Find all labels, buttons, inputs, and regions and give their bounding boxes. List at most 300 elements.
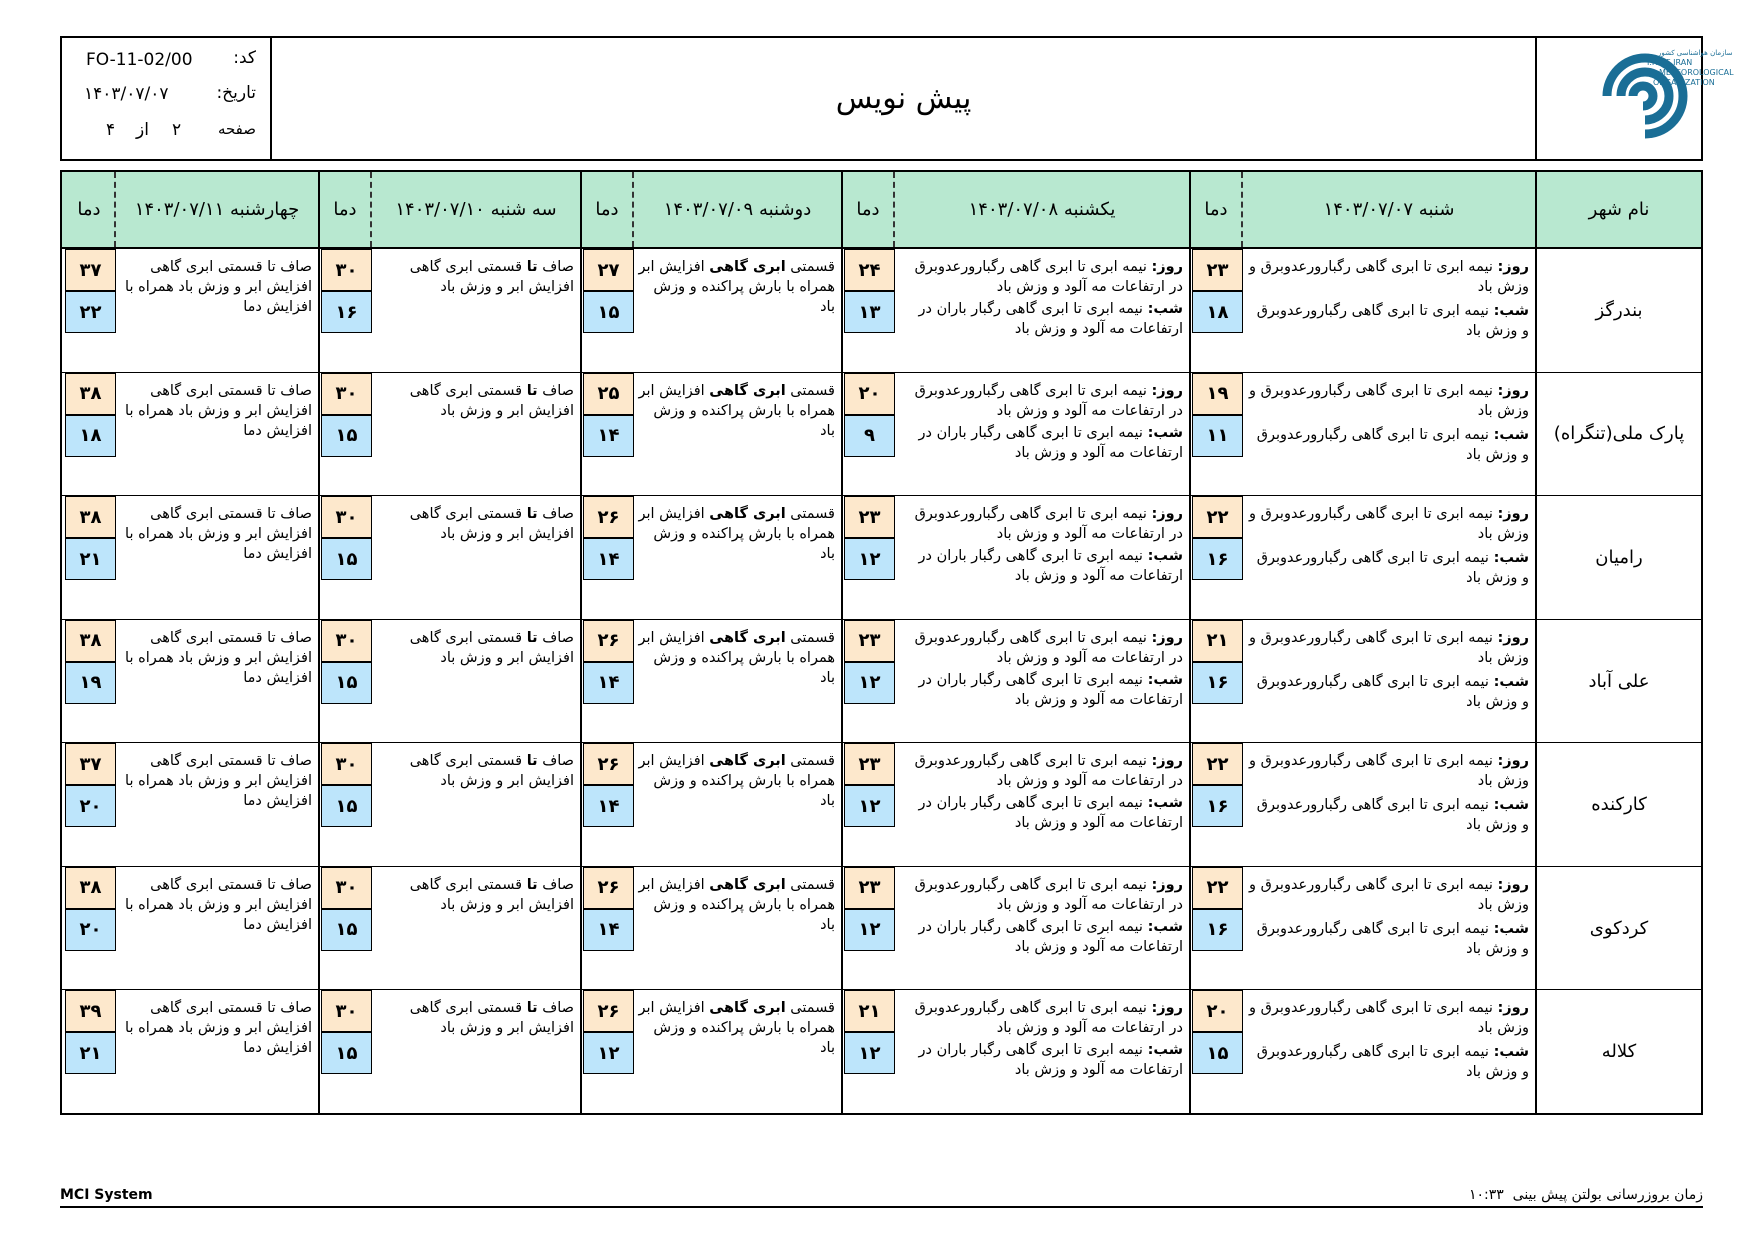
forecast-pre: قسمتی [785,259,835,275]
max-temp: ۳۸ [65,867,116,909]
day-label: روز: [1151,259,1183,275]
table-row [62,990,1701,1113]
night-label: شب: [1493,797,1529,814]
max-temp: ۳۰ [321,867,372,909]
min-temp: ۱۲ [583,1032,634,1074]
night-label: شب: [1493,673,1529,690]
date-label: تاریخ: [216,83,256,103]
forecast-description [116,496,318,619]
temp-header-4: دما [320,172,372,247]
forecast-post: قسمتی ابری گاهی افزایش ابر و وزش باد [409,876,574,913]
min-temp: ۱۶ [1192,662,1243,704]
day-cell [64,867,318,990]
night-label: شب: [1147,301,1183,317]
forecast-description [895,373,1189,496]
day-forecast: نیمه ابری تا ابری گاهی رگبارورعدوبرق در ارتفاعات مه آلود و وزش باد [914,629,1183,666]
night-forecast: نیمه ابری تا ابری گاهی رگبارورعدوبرق و وزش باد [1256,920,1529,957]
day-forecast: نیمه ابری تا ابری گاهی رگبارورعدوبرق در ارتفاعات مه آلود و وزش باد [914,382,1183,419]
forecast-bold: ابری گاهی [709,506,786,523]
forecast-text: صاف تا قسمتی ابری گاهی افزایش ابر و وزش باد همراه با افزایش دما [125,382,312,439]
max-temp: ۳۰ [321,620,372,662]
forecast-description [1243,249,1535,372]
table-body [62,249,1701,1113]
logo-text-fa: سازمان هواشناسی کشور [1658,49,1733,57]
day-label: روز: [1497,506,1529,523]
min-temp: ۱۶ [321,291,372,333]
min-temp: ۲۱ [65,538,116,580]
day-cell [64,620,318,743]
max-temp: ۳۷ [65,743,116,785]
day-forecast: نیمه ابری تا ابری گاهی رگبارورعدوبرق و وزش باد [1249,506,1529,543]
temperature-cell [320,867,372,990]
day-forecast: نیمه ابری تا ابری گاهی رگبارورعدوبرق در ارتفاعات مه آلود و وزش باد [914,506,1183,543]
temperature-cell [843,743,895,866]
day-label: روز: [1497,876,1529,893]
forecast-description [116,867,318,990]
date-value: ۱۴۰۳/۰۷/۰۷ [84,84,169,104]
temperature-cell [320,743,372,866]
forecast-description [1243,373,1535,496]
day-cell [64,249,318,372]
forecast-post: افزایش ابر همراه با بارش پراکنده و وزش باد [638,876,835,933]
night-forecast: نیمه ابری تا ابری گاهی رگبارورعدوبرق و وزش باد [1256,303,1529,339]
forecast-bold: ابری گاهی [709,629,786,646]
city-column-header: نام شهر [1535,172,1701,247]
forecast-pre: صاف [537,876,574,893]
max-temp: ۲۰ [844,373,895,415]
forecast-description [372,620,580,743]
temperature-cell [320,620,372,743]
table-row [62,867,1701,991]
min-temp: ۱۵ [583,291,634,333]
day-forecast: نیمه ابری تا ابری گاهی رگبارورعدوبرق و وزش باد [1249,753,1529,790]
forecast-description [895,496,1189,619]
min-temp: ۱۸ [65,415,116,457]
min-temp: ۱۲ [844,662,895,704]
forecast-description [1243,867,1535,990]
max-temp: ۲۱ [844,990,895,1032]
temperature-cell [582,496,634,619]
forecast-description [116,990,318,1113]
day-forecast: نیمه ابری تا ابری گاهی رگبارورعدوبرق و وزش باد [1249,259,1529,295]
min-temp: ۱۲ [844,785,895,827]
night-forecast: نیمه ابری تا ابری گاهی رگبارورعدوبرق و وزش باد [1256,673,1529,710]
forecast-pre: صاف [537,382,574,399]
forecast-text: صاف تا قسمتی ابری گاهی افزایش ابر و وزش باد همراه با افزایش دما [125,506,312,563]
max-temp: ۲۳ [844,743,895,785]
forecast-post: افزایش ابر همراه با بارش پراکنده و وزش باد [638,506,835,563]
max-temp: ۲۳ [844,867,895,909]
min-temp: ۱۵ [1192,1032,1243,1074]
temperature-cell [64,496,116,619]
forecast-post: قسمتی ابری گاهی افزایش ابر و وزش باد [409,629,574,666]
night-label: شب: [1147,1042,1183,1059]
day-label: روز: [1151,876,1183,893]
day-cell [1189,990,1535,1113]
day-forecast: نیمه ابری تا ابری گاهی رگبارورعدوبرق در ارتفاعات مه آلود و وزش باد [914,1000,1183,1037]
day-cell [64,373,318,496]
forecast-text: صاف تا قسمتی ابری گاهی افزایش ابر و وزش باد همراه با افزایش دما [125,629,312,686]
system-name: MCI System [60,1187,153,1203]
max-temp: ۲۳ [844,496,895,538]
forecast-bold: تا [526,1000,538,1017]
forecast-description [372,867,580,990]
min-temp: ۱۴ [583,662,634,704]
max-temp: ۳۰ [321,373,372,415]
forecast-bold: تا [526,876,538,893]
max-temp: ۲۳ [1192,249,1243,291]
temperature-cell [64,990,116,1113]
day-cell [1189,743,1535,866]
city-name: رامیان [1535,496,1701,619]
day-forecast: نیمه ابری تا ابری گاهی رگبارورعدوبرق و وزش باد [1249,1000,1529,1037]
max-temp: ۲۰ [1192,990,1243,1032]
min-temp: ۱۶ [1192,785,1243,827]
forecast-bold: ابری گاهی [709,259,786,275]
update-label: زمان بروزرسانی بولتن پیش بینی [1512,1187,1703,1203]
temperature-cell [1191,867,1243,990]
day-5-label: چهارشنبه ۱۴۰۳/۰۷/۱۱ [134,199,300,220]
table-row [62,249,1701,373]
max-temp: ۳۸ [65,620,116,662]
forecast-post: قسمتی ابری گاهی افزایش ابر و وزش باد [409,1000,574,1037]
forecast-pre: قسمتی [785,629,835,646]
min-temp: ۱۲ [844,909,895,951]
forecast-description [634,496,841,619]
day-cell [318,620,580,743]
max-temp: ۳۸ [65,373,116,415]
page-of: از [136,120,149,140]
forecast-bold: تا [526,259,538,275]
night-label: شب: [1147,424,1183,441]
max-temp: ۲۴ [844,249,895,291]
forecast-pre: قسمتی [785,506,835,523]
min-temp: ۲۰ [65,785,116,827]
city-name: کارکنده [1535,743,1701,866]
day-cell [841,990,1189,1113]
temperature-cell [582,249,634,372]
temperature-cell [1191,496,1243,619]
night-forecast: نیمه ابری تا ابری گاهی رگبارورعدوبرق و وزش باد [1256,426,1529,463]
day-cell [64,990,318,1113]
day-cell [64,496,318,619]
day-1-label: شنبه ۱۴۰۳/۰۷/۰۷ [1323,199,1455,220]
night-label: شب: [1147,671,1183,688]
day-cell [1189,373,1535,496]
day-label: روز: [1151,753,1183,770]
update-time: ۱۰:۳۳ [1468,1187,1504,1203]
day-header-2 [841,172,1189,247]
forecast-description [116,249,318,372]
temperature-cell [582,373,634,496]
temperature-cell [582,867,634,990]
day-cell [318,867,580,990]
night-forecast: نیمه ابری تا ابری گاهی رگبار باران در ارتفاعات مه آلود و وزش باد [918,1042,1183,1079]
forecast-text: صاف تا قسمتی ابری گاهی افزایش ابر و وزش باد همراه با افزایش دما [125,259,312,315]
temperature-cell [320,990,372,1113]
svg-text:ORGANIZATION: ORGANIZATION [1653,78,1715,87]
document-header [60,36,1734,161]
day-label: روز: [1151,1000,1183,1017]
day-cell [841,620,1189,743]
max-temp: ۲۲ [1192,496,1243,538]
day-label: روز: [1497,1000,1529,1017]
night-forecast: نیمه ابری تا ابری گاهی رگبار باران در ارتفاعات مه آلود و وزش باد [918,301,1183,337]
temperature-cell [64,249,116,372]
forecast-description [372,990,580,1113]
temperature-cell [64,743,116,866]
temperature-cell [582,620,634,743]
temperature-cell [1191,373,1243,496]
code-value: FO-11-02/00 [86,50,193,70]
max-temp: ۲۵ [583,373,634,415]
temperature-cell [320,249,372,372]
forecast-post: قسمتی ابری گاهی افزایش ابر و وزش باد [409,259,574,295]
min-temp: ۲۰ [65,909,116,951]
min-temp: ۱۶ [1192,538,1243,580]
temperature-cell [1191,743,1243,866]
day-cell [318,496,580,619]
forecast-table [60,170,1703,1115]
day-cell [580,496,841,619]
temperature-cell [843,620,895,743]
forecast-bold: ابری گاهی [709,876,786,893]
temperature-cell [1191,990,1243,1113]
day-label: روز: [1497,629,1529,646]
forecast-description [116,620,318,743]
temp-header-1: دما [1191,172,1243,247]
min-temp: ۱۴ [583,538,634,580]
temperature-cell [320,373,372,496]
forecast-text: صاف تا قسمتی ابری گاهی افزایش ابر و وزش باد همراه با افزایش دما [125,753,312,810]
day-cell [1189,620,1535,743]
page-number: ۲ [172,120,182,140]
day-forecast: نیمه ابری تا ابری گاهی رگبارورعدوبرق در ارتفاعات مه آلود و وزش باد [914,259,1183,295]
day-label: روز: [1151,382,1183,399]
max-temp: ۳۷ [65,249,116,291]
max-temp: ۳۰ [321,249,372,291]
svg-text:I.R.OF IRAN: I.R.OF IRAN [1647,58,1693,67]
forecast-post: افزایش ابر همراه با بارش پراکنده و وزش باد [638,1000,835,1057]
forecast-bold: ابری گاهی [709,382,786,399]
forecast-description [1243,743,1535,866]
temperature-cell [843,990,895,1113]
min-temp: ۱۶ [1192,909,1243,951]
night-forecast: نیمه ابری تا ابری گاهی رگبار باران در ارتفاعات مه آلود و وزش باد [918,424,1183,461]
day-cell [318,249,580,372]
temperature-cell [843,496,895,619]
table-row [62,620,1701,744]
forecast-description [1243,620,1535,743]
day-cell [580,867,841,990]
night-forecast: نیمه ابری تا ابری گاهی رگبارورعدوبرق و وزش باد [1256,797,1529,834]
forecast-description [1243,990,1535,1113]
forecast-text: صاف تا قسمتی ابری گاهی افزایش ابر و وزش باد همراه با افزایش دما [125,1000,312,1057]
forecast-description [895,867,1189,990]
day-cell [580,249,841,372]
day-cell [580,990,841,1113]
max-temp: ۳۰ [321,496,372,538]
day-3-label: دوشنبه ۱۴۰۳/۰۷/۰۹ [663,199,812,220]
day-2-label: یکشنبه ۱۴۰۳/۰۷/۰۸ [968,199,1116,220]
min-temp: ۱۳ [844,291,895,333]
table-header [62,172,1701,249]
max-temp: ۲۲ [1192,867,1243,909]
city-name: پارک ملی(تنگراه) [1535,373,1701,496]
table-row [62,496,1701,620]
min-temp: ۱۸ [1192,291,1243,333]
logo [1535,38,1734,159]
day-header-1 [1189,172,1535,247]
forecast-post: افزایش ابر همراه با بارش پراکنده و وزش باد [638,382,835,439]
max-temp: ۳۰ [321,990,372,1032]
forecast-pre: صاف [537,629,574,646]
forecast-pre: قسمتی [785,1000,835,1017]
min-temp: ۱۲ [844,538,895,580]
day-cell [318,990,580,1113]
max-temp: ۲۲ [1192,743,1243,785]
min-temp: ۱۱ [1192,415,1243,457]
min-temp: ۱۵ [321,785,372,827]
day-cell [841,743,1189,866]
day-cell [841,867,1189,990]
forecast-post: افزایش ابر همراه با بارش پراکنده و وزش باد [638,629,835,686]
night-label: شب: [1493,1044,1529,1061]
day-forecast: نیمه ابری تا ابری گاهی رگبارورعدوبرق و وزش باد [1249,382,1529,419]
forecast-description [1243,496,1535,619]
day-cell [841,373,1189,496]
min-temp: ۱۵ [321,909,372,951]
max-temp: ۲۶ [583,743,634,785]
temperature-cell [1191,249,1243,372]
forecast-pre: قسمتی [785,876,835,893]
night-label: شب: [1147,918,1183,935]
day-cell [1189,496,1535,619]
temp-header-5: دما [64,172,116,247]
forecast-pre: صاف [537,1000,574,1017]
night-forecast: نیمه ابری تا ابری گاهی رگبارورعدوبرق و وزش باد [1256,550,1529,587]
forecast-post: افزایش ابر همراه با بارش پراکنده و وزش باد [638,259,835,315]
day-forecast: نیمه ابری تا ابری گاهی رگبارورعدوبرق و وزش باد [1249,876,1529,913]
min-temp: ۱۵ [321,415,372,457]
forecast-bold: تا [526,629,538,646]
day-header-5 [64,172,318,247]
max-temp: ۲۶ [583,496,634,538]
forecast-description [634,620,841,743]
temperature-cell [64,373,116,496]
forecast-description [895,620,1189,743]
day-header-4 [318,172,580,247]
forecast-post: افزایش ابر همراه با بارش پراکنده و وزش باد [638,753,835,810]
temperature-cell [843,867,895,990]
forecast-description [116,743,318,866]
page-label: صفحه [217,120,256,138]
night-label: شب: [1147,795,1183,812]
temperature-cell [320,496,372,619]
max-temp: ۲۶ [583,620,634,662]
forecast-description [372,743,580,866]
day-forecast: نیمه ابری تا ابری گاهی رگبارورعدوبرق در ارتفاعات مه آلود و وزش باد [914,753,1183,790]
forecast-post: قسمتی ابری گاهی افزایش ابر و وزش باد [409,506,574,543]
forecast-pre: قسمتی [785,753,835,770]
forecast-description [634,990,841,1113]
day-forecast: نیمه ابری تا ابری گاهی رگبارورعدوبرق در ارتفاعات مه آلود و وزش باد [914,876,1183,913]
temperature-cell [582,743,634,866]
forecast-pre: صاف [537,506,574,523]
forecast-bold: تا [526,753,538,770]
night-label: شب: [1493,303,1529,319]
table-row [62,743,1701,867]
night-forecast: نیمه ابری تا ابری گاهی رگبار باران در ارتفاعات مه آلود و وزش باد [918,795,1183,832]
day-cell [580,373,841,496]
city-name: کلاله [1535,990,1701,1113]
day-4-label: سه شنبه ۱۴۰۳/۰۷/۱۰ [395,199,557,220]
forecast-description [634,249,841,372]
max-temp: ۲۷ [583,249,634,291]
day-cell [841,249,1189,372]
day-label: روز: [1497,382,1529,399]
forecast-description [372,496,580,619]
temperature-cell [582,990,634,1113]
night-label: شب: [1493,920,1529,937]
day-cell [318,373,580,496]
footer [60,1184,1703,1208]
max-temp: ۲۶ [583,990,634,1032]
day-label: روز: [1497,753,1529,770]
temp-header-2: دما [843,172,895,247]
update-info [1469,1187,1703,1203]
night-label: شب: [1147,548,1183,565]
code-label: کد: [233,48,256,68]
forecast-description [634,743,841,866]
max-temp: ۳۸ [65,496,116,538]
day-label: روز: [1151,506,1183,523]
max-temp: ۲۱ [1192,620,1243,662]
forecast-bold: ابری گاهی [709,753,786,770]
table-row [62,373,1701,497]
forecast-description [634,867,841,990]
day-cell [1189,249,1535,372]
forecast-description [116,373,318,496]
min-temp: ۱۵ [321,1032,372,1074]
day-header-3 [580,172,841,247]
temperature-cell [64,620,116,743]
day-cell [318,743,580,866]
page-title: پیش نویس [270,38,1535,159]
min-temp: ۲۲ [65,291,116,333]
max-temp: ۳۰ [321,743,372,785]
forecast-bold: تا [526,382,538,399]
city-name: بندرگز [1535,249,1701,372]
min-temp: ۱۴ [583,909,634,951]
max-temp: ۲۶ [583,867,634,909]
forecast-bold: تا [526,506,538,523]
min-temp: ۱۴ [583,785,634,827]
temperature-cell [64,867,116,990]
night-label: شب: [1493,550,1529,567]
forecast-pre: صاف [537,753,574,770]
max-temp: ۳۹ [65,990,116,1032]
day-cell [841,496,1189,619]
day-cell [64,743,318,866]
temp-header-3: دما [582,172,634,247]
day-label: روز: [1151,629,1183,646]
day-cell [580,620,841,743]
max-temp: ۱۹ [1192,373,1243,415]
temperature-cell [1191,620,1243,743]
temperature-cell [843,373,895,496]
forecast-description [895,249,1189,372]
